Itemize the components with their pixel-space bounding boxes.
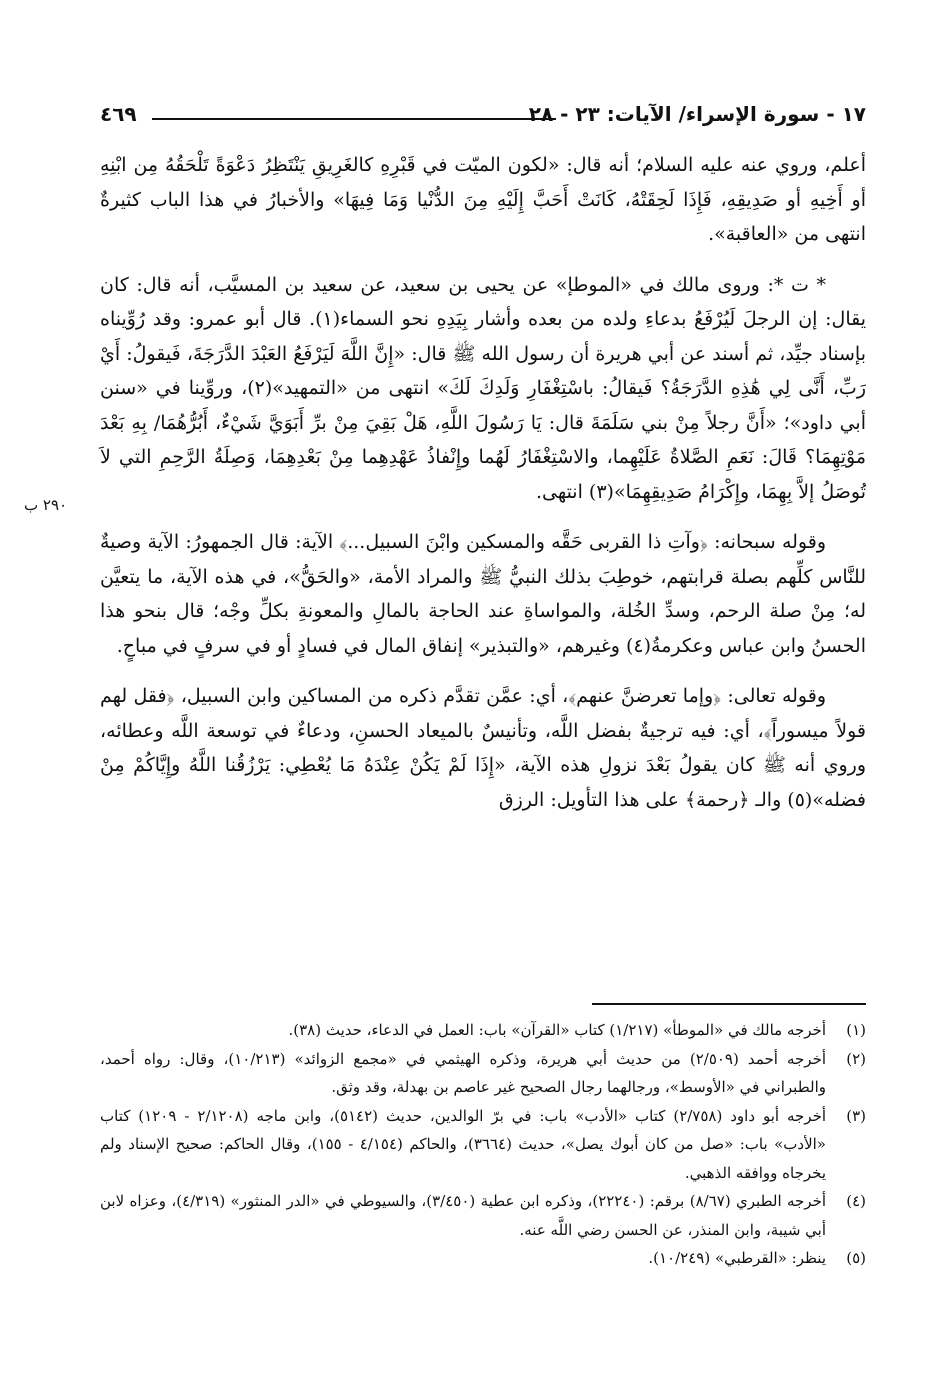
footnote-number: (٣) bbox=[846, 1106, 866, 1125]
paragraph: أعلم، وروي عنه عليه السلام؛ أنه قال: «لكون الميّت في قَبْرِهِ كالغَرِيقِ يَنْتَظِرُ دَعْوَةً تَلْحَقُهُ مِن ابْنِهِ أو أَخِيهِ أو صَدِيقِهِ، فَإِذَا لَحِقَتْهُ، كَانَتْ أَحَبَّ إِلَيْهِ مِنَ الدُّنْيا وَمَا فِيهَا» والأخبارُ في هذا الباب كثيرةٌ انتهى من «العاقبة». bbox=[100, 154, 866, 245]
running-header bbox=[100, 100, 866, 136]
footnote-text: أخرجه أبو داود (٢/٧٥٨) كتاب «الأدب» باب: في برّ الوالدين، حديث (٥١٤٢)، وابن ماجه (٢/١٢٠٨ - ١٢٠٩) كتاب «الأدب» باب: «صل من كان أبوك يصل»، حديث (٣٦٦٤)، والحاكم (٤/١٥٤ - ١٥٥)، وقال الحاكم: صحيح الإسناد ولم يخرجاه ووافقه الذهبي. bbox=[100, 1106, 827, 1182]
footnote bbox=[100, 1102, 866, 1188]
footnote-text: أخرجه الطبري (٨/٦٧) برقم: (٢٢٢٤٠)، وذكره ابن عطية (٣/٤٥٠)، والسيوطي في «الدر المنثور» (٤/٣١٩)، وعزاه لابن أبي شيبة، وابن المنذر، عن الحسن رضي اللَّه عنه. bbox=[100, 1192, 827, 1239]
footnote-number: (١) bbox=[846, 1021, 866, 1039]
paragraph: وقوله سبحانه: ﴿وآتِ ذا القربى حَقَّه والمسكين وابْنَ السبيل...﴾ الآية: قال الجمهورُ: الآية وصيةٌ للنَّاس كلِّهم بصلة قرابتهم، خوطِبَ بذلك النبيُّ ﷺ والمراد الأمة، «والحَقُّ»، في هذه الآية، ما يتعيَّن له؛ مِنْ صلة الرحم، وسدِّ الخُلة، والمواساةِ عند الحاجة بالمالِ والمعونةِ بكلِّ وجْه؛ قال بنحو هذا الحسنُ وابن عباس وعكرمةُ(٤) وغيرهم، «والتبذير» إنفاق المال في فسادٍ أو في سرفٍ في مباحٍ. bbox=[100, 531, 866, 657]
footnotes bbox=[100, 1016, 866, 1273]
main-text bbox=[100, 148, 866, 833]
paragraph: وقوله تعالى: ﴿وإما تعرضنَّ عنهم﴾، أي: عمَّن تقدَّم ذكره من المساكين وابن السبيل، ﴿فقل لهم قولاً ميسوراً﴾، أي: فيه ترجيةٌ بفضل اللَّه، وتأنيسٌ بالميعاد الحسنِ، ودعاءٌ في توسعة اللَّه وعطائه، وروي أنه ﷺ كان يقولُ بَعْدَ نزولِ هذه الآية، «إِذَا لَمْ يَكُنْ عِنْدَهُ مَا يُعْطِي: يَرْزُقُنا اللَّهُ وإِيَّاكُمْ مِنْ فضله»(٥) والـ ﴿رحمة﴾ على هذا التأويل: الرزق bbox=[100, 685, 866, 811]
page-number: ٤٦٩ bbox=[100, 102, 137, 126]
footnote-text: أخرجه مالك في «الموطأ» (١/٢١٧) كتاب «القرآن» باب: العمل في الدعاء، حديث (٣٨). bbox=[288, 1021, 826, 1039]
footnote bbox=[100, 1045, 866, 1102]
footnote-text: أخرجه أحمد (٢/٥٠٩) من حديث أبي هريرة، وذكره الهيثمي في «مجمع الزوائد» (١٠/٢١٣)، وقال: رواه أحمد، والطبراني في «الأوسط»، ورجالهما رجال الصحيح غير عاصم بن بهدلة، وقد وثق. bbox=[100, 1049, 827, 1096]
footnote bbox=[100, 1244, 866, 1273]
header-rule bbox=[152, 118, 556, 120]
footnote-number: (٢) bbox=[846, 1049, 866, 1068]
footnote bbox=[100, 1187, 866, 1244]
header-title: ١٧ - سورة الإسراء/ الآيات: ٢٣ - ٢٨ bbox=[528, 102, 866, 126]
footnote-number: (٤) bbox=[846, 1192, 866, 1210]
footnote bbox=[100, 1016, 866, 1045]
footnote-rule bbox=[592, 1003, 866, 1005]
footnote-text: ينظر: «القرطبي» (١٠/٢٤٩). bbox=[648, 1249, 826, 1267]
footnote-number: (٥) bbox=[846, 1249, 866, 1267]
margin-note: ٢٩٠ ب bbox=[24, 496, 68, 514]
paragraph: * ت *: وروى مالك في «الموطإ» عن يحيى بن سعيد، عن سعيد بن المسيَّب، أنه قال: كان يقال: إن الرجلَ لَيُرْفَعُ بدعاءِ ولده من بعده وأشار بِيَدِهِ نحو السماء(١). قال أبو عمرو: وقد رُوِّيناه بإسناد جيِّد، ثم أسند عن أبي هريرة أن رسول الله ﷺ قال: «إِنَّ اللَّهَ لَيَرْفَعُ العَبْدَ الدَّرَجَةَ، فَيقولُ: أَيْ رَبِّ، أَنَّى لِي هَٰذِهِ الدَّرَجَةُ؟ فَيقالُ: باسْتِغْفَارِ وَلَدِكَ لَكَ» انتهى من «التمهيد»(٢)، وروِّينا في «سنن أبي داود»؛ «أَنَّ رجلاً مِنْ بني سَلَمَةَ قال: يَا رَسُولَ اللَّهِ، هَلْ بَقِيَ مِنْ برِّ أَبَوَيَّ شَيْءٌ، أَبُرُّهُمَا/ بِهِ بَعْدَ مَوْتِهِمَا؟ قَالَ: نَعَمِ الصَّلاةُ عَلَيْهِما، والاسْتِغْفَارُ لَهُما وإِنْفاذُ عَهْدِهِما مِنْ بَعْدِهِمَا، وَصِلَةُ الرَّحِمِ التي لاَ تُوصَلُ إلاَّ بِهِمَا، وإِكْرَامُ صَدِيقِهِمَا»(٣) انتهى. bbox=[100, 273, 867, 503]
